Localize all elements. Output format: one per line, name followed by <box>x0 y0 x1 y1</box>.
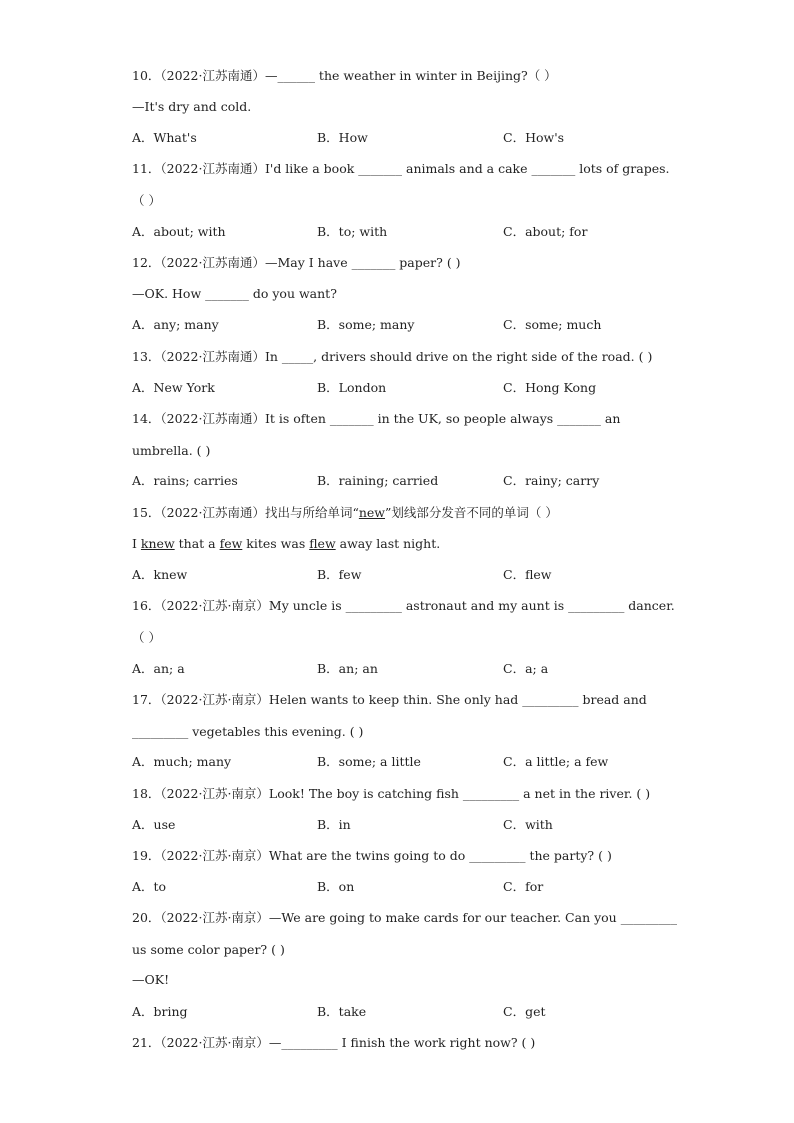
option-c: C．with <box>503 817 553 832</box>
question-12-stem: 12．（2022·江苏南通）—May I have _______ paper? ( ) <box>132 255 461 270</box>
question-16-stem: 16．（2022·江苏·南京）My uncle is _________ astronaut and my aunt is _________ dancer. <box>132 598 675 613</box>
option-b: B．an; an <box>317 661 378 676</box>
option-b: B．in <box>317 817 351 832</box>
question-18-stem: 18．（2022·江苏·南京）Look! The boy is catching fish _________ a net in the river. ( ) <box>132 786 651 801</box>
option-b: B．take <box>317 1004 367 1019</box>
question-10-options <box>132 130 692 146</box>
question-15-sentence: I knew that a few kites was flew away last night. <box>132 536 441 551</box>
question-13-options <box>132 380 692 396</box>
underlined-word: few <box>219 536 243 551</box>
option-c: C．rainy; carry <box>503 473 600 488</box>
question-15-stem: 15．（2022·江苏南通）找出与所给单词“new”划线部分发音不同的单词（ ） <box>132 505 558 520</box>
option-a: A．about; with <box>132 224 226 239</box>
question-13-stem: 13．（2022·江苏南通）In _____, drivers should drive on the right side of the road. ( ) <box>132 349 653 364</box>
question-10-stem: 10．（2022·江苏南通）—______ the weather in winter in Beijing?（ ） <box>132 68 557 83</box>
question-15-options <box>132 567 692 583</box>
question-12-options <box>132 317 692 333</box>
question-16-options <box>132 661 692 677</box>
option-a: A．any; many <box>132 317 219 332</box>
question-20-stem-continued: us some color paper? ( ) <box>132 942 285 957</box>
option-a: A．rains; carries <box>132 473 238 488</box>
option-a: A．use <box>132 817 176 832</box>
option-b: B．on <box>317 879 355 894</box>
option-a: A．an; a <box>132 661 185 676</box>
option-a: A．What's <box>132 130 197 145</box>
question-19-options <box>132 879 692 895</box>
underlined-word: new <box>358 505 386 520</box>
option-c: C．flew <box>503 567 552 582</box>
option-c: C．for <box>503 879 544 894</box>
option-c: C．get <box>503 1004 546 1019</box>
question-17-stem: 17．（2022·江苏·南京）Helen wants to keep thin. She only had _________ bread and <box>132 692 647 707</box>
question-14-options <box>132 473 692 489</box>
question-12-answer-line: —OK. How _______ do you want? <box>132 286 337 301</box>
option-a: A．much; many <box>132 754 232 769</box>
option-b: B．to; with <box>317 224 388 239</box>
question-14-stem-continued: umbrella. ( ) <box>132 443 211 458</box>
option-a: A．New York <box>132 380 215 395</box>
question-11-options <box>132 224 692 240</box>
option-b: B．raining; carried <box>317 473 439 488</box>
question-20-answer-line: —OK! <box>132 972 170 987</box>
option-a: A．to <box>132 879 167 894</box>
question-11-stem: 11．（2022·江苏南通）I'd like a book _______ animals and a cake _______ lots of grapes. <box>132 161 670 176</box>
option-a: A．knew <box>132 567 188 582</box>
option-c: C．a; a <box>503 661 549 676</box>
question-15-text: 找出与所给单词“new”划线部分发音不同的单词（ ） <box>264 505 558 520</box>
option-b: B．some; a little <box>317 754 421 769</box>
question-11-bracket: （ ） <box>132 193 161 208</box>
option-b: B．few <box>317 567 362 582</box>
question-14-stem: 14．（2022·江苏南通）It is often _______ in the UK, so people always _______ an <box>132 411 621 426</box>
option-c: C．a little; a few <box>503 754 609 769</box>
question-20-options <box>132 1004 692 1020</box>
question-17-options <box>132 754 692 770</box>
question-10-answer-line: —It's dry and cold. <box>132 99 252 114</box>
question-20-stem: 20．（2022·江苏·南京）—We are going to make cards for our teacher. Can you _________ <box>132 910 677 925</box>
option-c: C．How's <box>503 130 565 145</box>
option-b: B．London <box>317 380 387 395</box>
option-c: C．about; for <box>503 224 588 239</box>
underlined-word: flew <box>309 536 336 551</box>
option-c: C．Hong Kong <box>503 380 597 395</box>
option-c: C．some; much <box>503 317 602 332</box>
option-b: B．some; many <box>317 317 415 332</box>
question-16-bracket: （ ） <box>132 630 161 645</box>
option-b: B．How <box>317 130 368 145</box>
question-21-stem: 21．（2022·江苏·南京）—_________ I finish the work right now? ( ) <box>132 1035 536 1050</box>
underlined-word: knew <box>140 536 175 551</box>
question-17-stem-continued: _________ vegetables this evening. ( ) <box>132 724 364 739</box>
option-a: A．bring <box>132 1004 188 1019</box>
question-18-options <box>132 817 692 833</box>
question-19-stem: 19．（2022·江苏·南京）What are the twins going to do _________ the party? ( ) <box>132 848 612 863</box>
